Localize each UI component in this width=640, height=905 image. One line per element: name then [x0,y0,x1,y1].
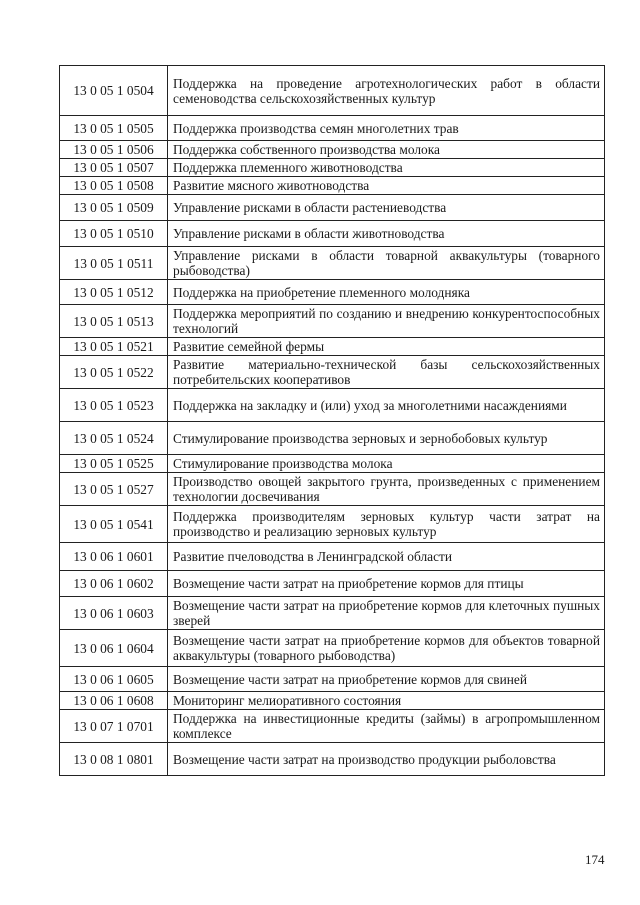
table-row [60,597,605,630]
table-row [60,116,605,141]
description-cell: Поддержка мероприятий по созданию и внедрению конкурентоспособных технологий [168,305,605,338]
page-number: 174 [585,852,605,867]
code-cell: 13 0 06 1 0601 [60,543,168,571]
description-cell: Поддержка производителям зерновых культур части затрат на производство и реализацию зерновых культур [168,506,605,543]
table-row [60,247,605,280]
code-cell: 13 0 05 1 0523 [60,389,168,422]
description-cell: Стимулирование производства молока [168,455,605,473]
table-row [60,506,605,543]
code-cell: 13 0 05 1 0505 [60,116,168,141]
description-cell: Возмещение части затрат на приобретение кормов для клеточных пушных зверей [168,597,605,630]
code-cell: 13 0 05 1 0510 [60,221,168,247]
code-cell: 13 0 06 1 0608 [60,692,168,710]
table-row [60,692,605,710]
table-row [60,455,605,473]
description-cell: Поддержка производства семян многолетних трав [168,116,605,141]
description-cell: Мониторинг мелиоративного состояния [168,692,605,710]
description-cell: Поддержка племенного животноводства [168,159,605,177]
description-cell: Производство овощей закрытого грунта, произведенных с применением технологии досвечивания [168,473,605,506]
description-cell: Возмещение части затрат на приобретение кормов для объектов товарной аквакультуры (товарного рыбоводства) [168,630,605,667]
table-row [60,630,605,667]
table-row [60,422,605,455]
code-cell: 13 0 08 1 0801 [60,743,168,776]
code-cell: 13 0 07 1 0701 [60,710,168,743]
table-row [60,543,605,571]
table-row [60,177,605,195]
description-cell: Развитие семейной фермы [168,338,605,356]
table-row [60,221,605,247]
code-cell: 13 0 06 1 0604 [60,630,168,667]
description-cell: Поддержка на проведение агротехнологических работ в области семеноводства сельскохозяйственных культур [168,66,605,116]
description-cell: Управление рисками в области товарной аквакультуры (товарного рыбоводства) [168,247,605,280]
description-cell: Поддержка на приобретение племенного молодняка [168,280,605,305]
description-cell: Развитие пчеловодства в Ленинградской области [168,543,605,571]
description-cell: Возмещение части затрат на производство продукции рыболовства [168,743,605,776]
code-cell: 13 0 05 1 0521 [60,338,168,356]
code-cell: 13 0 05 1 0513 [60,305,168,338]
code-cell: 13 0 05 1 0524 [60,422,168,455]
code-cell: 13 0 05 1 0506 [60,141,168,159]
code-cell: 13 0 05 1 0508 [60,177,168,195]
code-cell: 13 0 05 1 0504 [60,66,168,116]
table-row [60,743,605,776]
description-cell: Управление рисками в области растениеводства [168,195,605,221]
table-row [60,473,605,506]
code-cell: 13 0 05 1 0527 [60,473,168,506]
code-cell: 13 0 05 1 0525 [60,455,168,473]
table-row [60,667,605,692]
description-cell: Поддержка на инвестиционные кредиты (займы) в агропромышленном комплексе [168,710,605,743]
description-cell: Развитие мясного животноводства [168,177,605,195]
table-row [60,389,605,422]
description-cell: Возмещение части затрат на приобретение кормов для свиней [168,667,605,692]
code-cell: 13 0 05 1 0512 [60,280,168,305]
description-cell: Стимулирование производства зерновых и зернобобовых культур [168,422,605,455]
code-cell: 13 0 05 1 0511 [60,247,168,280]
description-cell: Поддержка на закладку и (или) уход за многолетними насаждениями [168,389,605,422]
code-cell: 13 0 05 1 0541 [60,506,168,543]
table-row [60,280,605,305]
table-row [60,356,605,389]
description-cell: Поддержка собственного производства молока [168,141,605,159]
budget-code-table [59,65,605,776]
description-cell: Развитие материально-технической базы сельскохозяйственных потребительских кооперативов [168,356,605,389]
table-row [60,571,605,597]
table-row [60,66,605,116]
table-row [60,338,605,356]
description-cell: Возмещение части затрат на приобретение кормов для птицы [168,571,605,597]
table-row [60,141,605,159]
description-cell: Управление рисками в области животноводства [168,221,605,247]
table-row [60,710,605,743]
table-row [60,159,605,177]
code-cell: 13 0 05 1 0522 [60,356,168,389]
code-cell: 13 0 06 1 0602 [60,571,168,597]
code-cell: 13 0 05 1 0507 [60,159,168,177]
code-cell: 13 0 06 1 0605 [60,667,168,692]
table-row [60,305,605,338]
table-row [60,195,605,221]
code-cell: 13 0 06 1 0603 [60,597,168,630]
code-cell: 13 0 05 1 0509 [60,195,168,221]
